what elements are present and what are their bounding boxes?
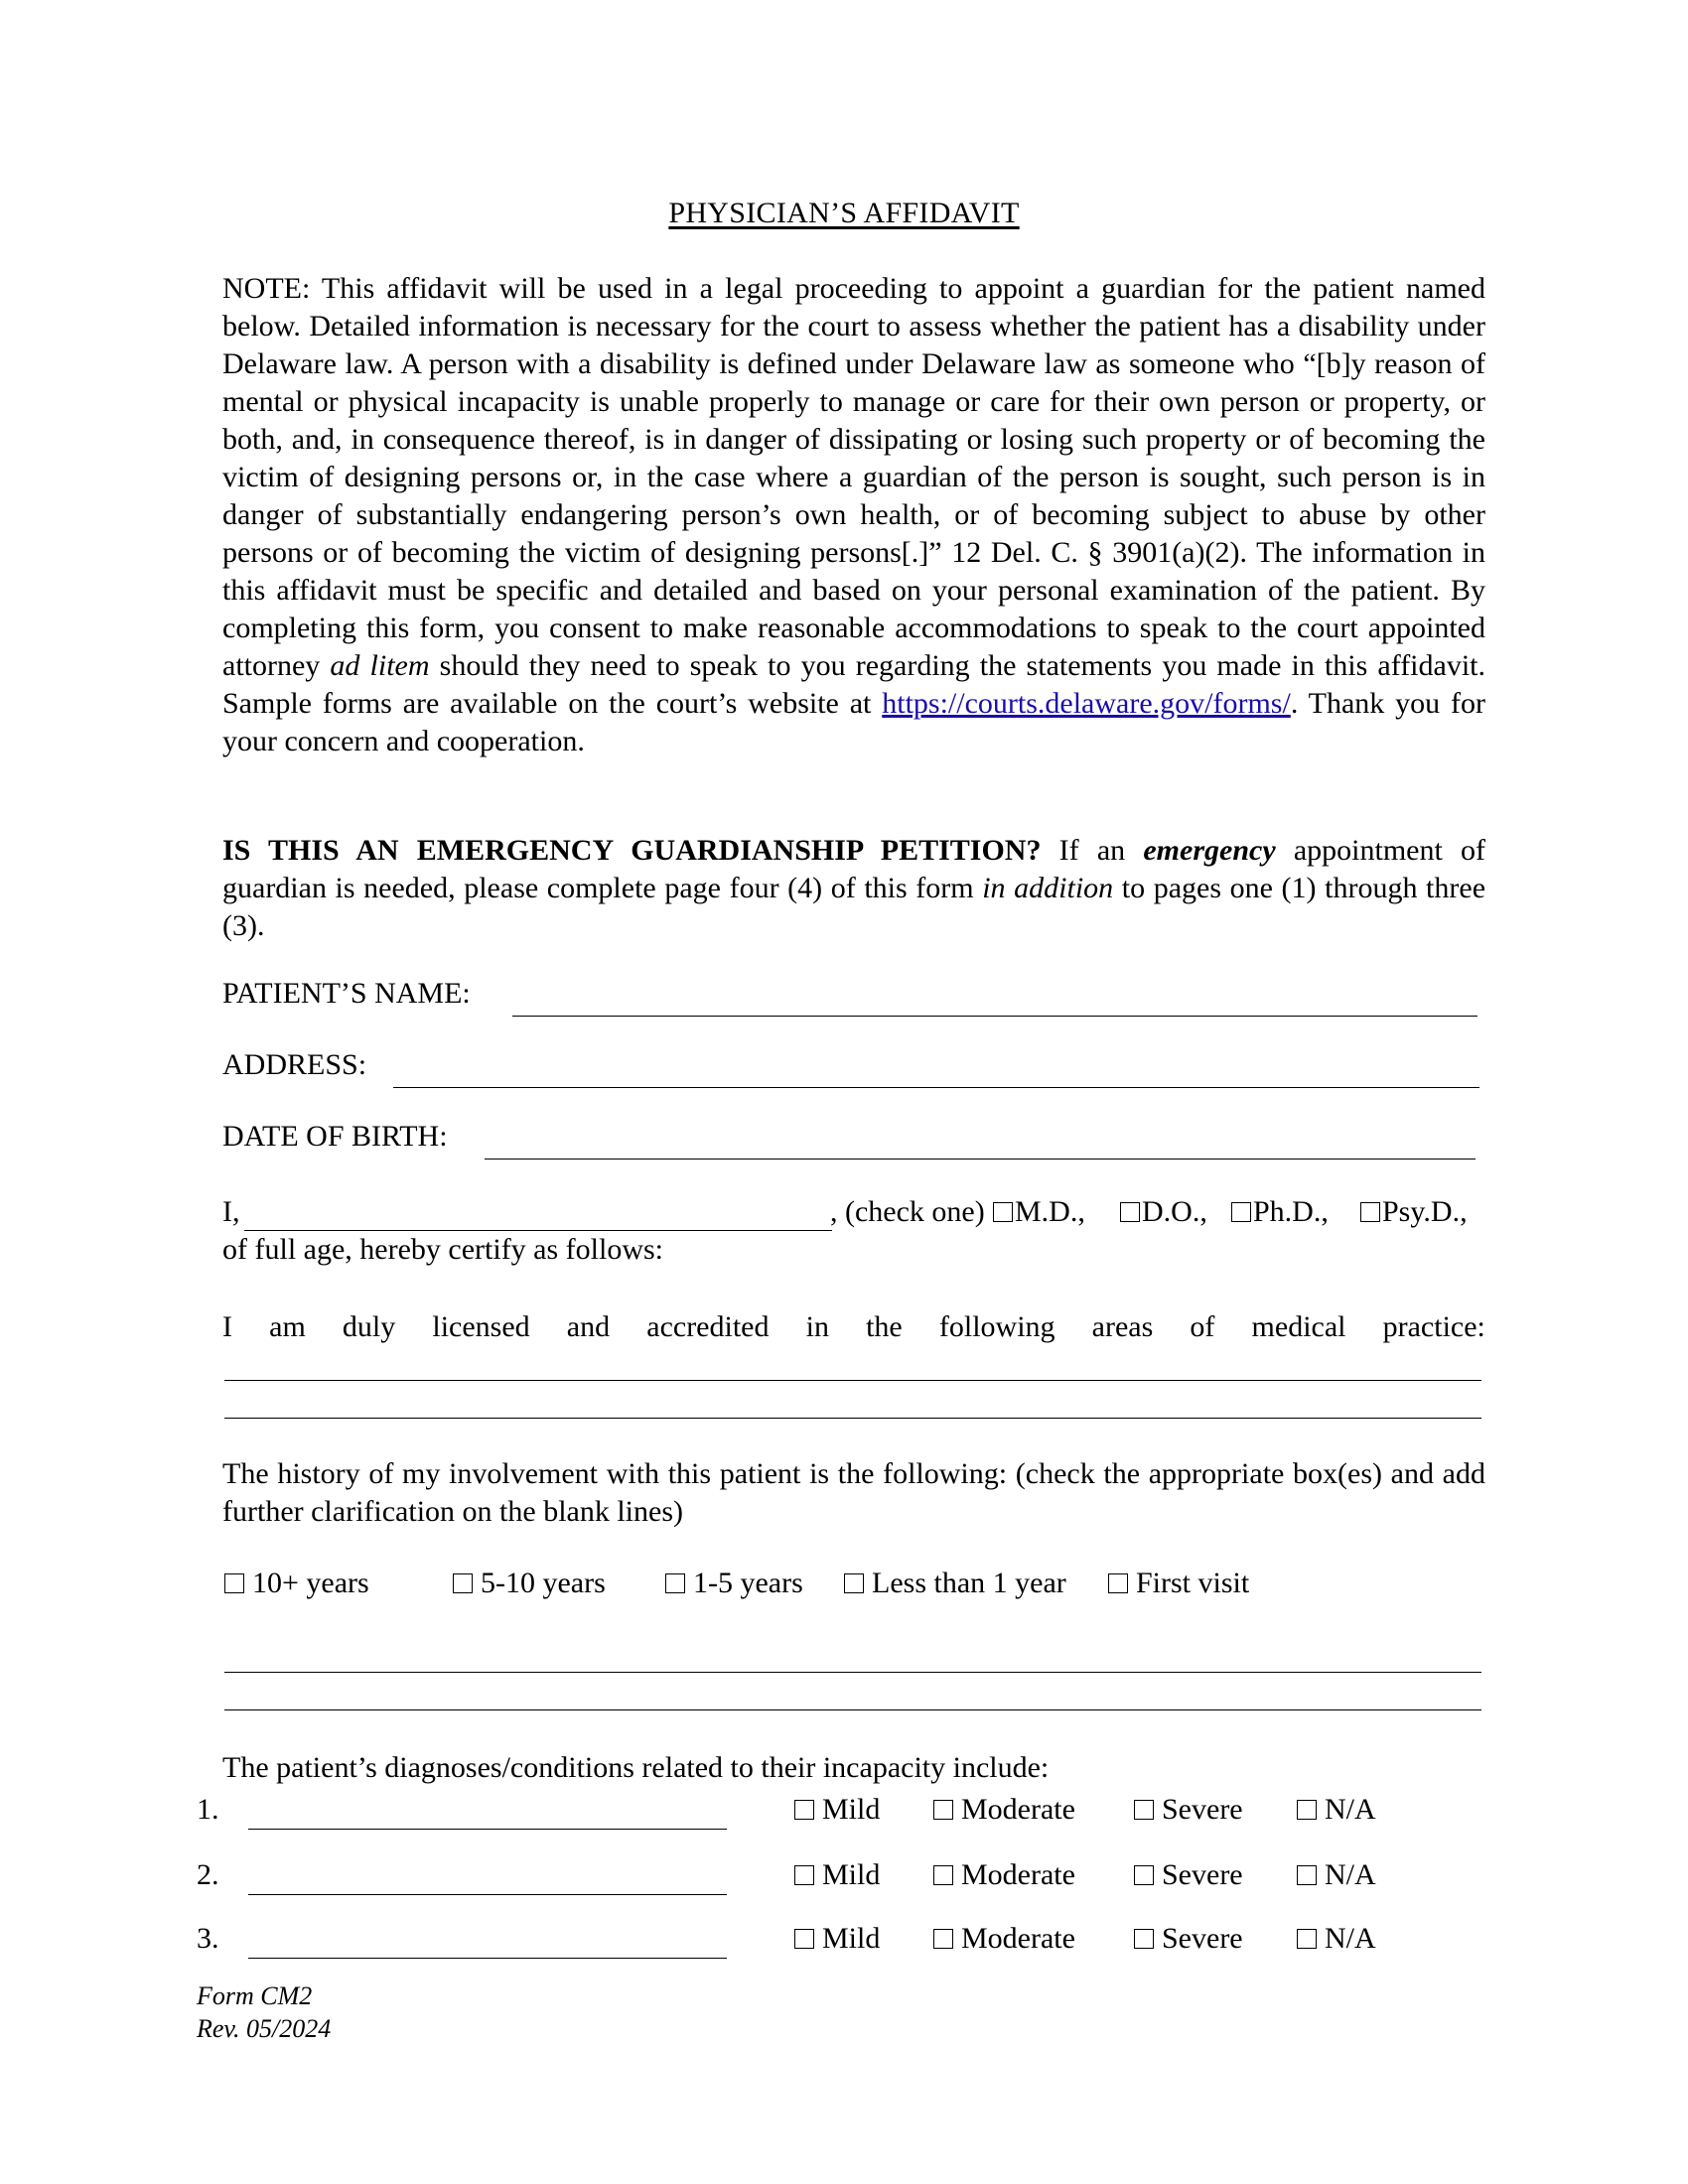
page-title [0,197,1688,230]
checkbox-icon[interactable] [453,1573,473,1593]
severity-na-1[interactable]: N/A [1297,1793,1376,1827]
history-text: The history of my involvement with this patient is the following: (check the appropriate box(es) and add further clarification on the blank lines) [222,1457,1485,1528]
licensed-word: duly [342,1310,396,1343]
history-option-less-than-1[interactable]: Less than 1 year [844,1567,1066,1600]
severity-moderate-2[interactable]: Moderate [933,1858,1075,1892]
emergency-text-1: If an [1041,834,1144,867]
history-blank-line-2[interactable] [224,1709,1481,1710]
checkbox-icon[interactable] [665,1573,685,1593]
checkbox-icon[interactable] [933,1865,953,1885]
dob-label: DATE OF BIRTH: [222,1120,448,1153]
licensed-line [222,1310,1485,1344]
checkbox-icon[interactable] [844,1573,864,1593]
severity-mild-1[interactable]: Mild [794,1793,880,1827]
form-footer [197,1979,331,2045]
checkbox-icon[interactable] [1108,1573,1128,1593]
cert-i-label: I, [222,1195,240,1228]
history-option-5-10[interactable]: 5-10 years [453,1567,606,1600]
patient-name-field [222,977,1485,1017]
checkbox-icon[interactable] [1297,1800,1317,1820]
licensed-word: in [805,1310,829,1343]
checkbox-icon[interactable] [1120,1202,1140,1222]
form-number: Form CM2 [197,1981,313,2010]
licensed-word: am [269,1310,306,1343]
note-paragraph [222,270,1485,760]
licensed-word: of [1190,1310,1215,1343]
history-option-10plus[interactable]: 10+ years [224,1567,369,1600]
emergency-paragraph [222,832,1485,945]
licensed-blank-line-1[interactable] [224,1380,1481,1381]
severity-moderate-3[interactable]: Moderate [933,1922,1075,1956]
diagnosis-input-1[interactable] [248,1829,727,1830]
checkbox-icon[interactable] [1297,1929,1317,1949]
in-addition-text: in addition [982,872,1114,904]
diagnoses-intro: The patient’s diagnoses/conditions related to their incapacity include: [222,1751,1050,1784]
diagnosis-input-3[interactable] [248,1958,727,1959]
checkbox-icon[interactable] [1231,1202,1251,1222]
licensed-word: medical [1251,1310,1346,1343]
checkbox-icon[interactable] [224,1573,244,1593]
patient-name-input[interactable] [512,1016,1477,1017]
cert-line-2: of full age, hereby certify as follows: [222,1233,664,1266]
note-text-2: should they need to speak to you regarding the statements you made in this affidavit. Sample forms are available on the court’s website at [222,649,1486,720]
checkbox-icon[interactable] [794,1865,814,1885]
checkbox-icon[interactable] [933,1800,953,1820]
checkbox-icon[interactable] [933,1929,953,1949]
dob-input[interactable] [485,1159,1476,1160]
checkbox-icon[interactable] [1134,1929,1154,1949]
severity-mild-2[interactable]: Mild [794,1858,880,1892]
severity-severe-3[interactable]: Severe [1134,1922,1243,1956]
note-ad-litem: ad litem [330,649,430,682]
check-one-label: , (check one) [830,1195,985,1228]
address-field [222,1048,1485,1088]
checkbox-icon[interactable] [1360,1202,1380,1222]
emergency-text-2: appointment of guardian is needed, please complete page four (4) of this form [222,834,1485,904]
checkbox-icon[interactable] [1297,1865,1317,1885]
note-text-1: NOTE: This affidavit will be used in a legal proceeding to appoint a guardian for the patient named below. Detailed information is necessary for the court to assess whether the patient has a disability under Delaware law. A person with a disability is defined under Delaware law as someone who “[b]y reason of mental or physical incapacity is unable properly to manage or care for their own person or property, or both, and, in consequence thereof, is in danger of dissipating or losing such property or of becoming the victim of designing persons or, in the case where a guardian of the person is sought, such person is in danger of substantially endangering person’s own health, or of becoming subject to abuse by other persons or of becoming the victim of designing persons[.]” 12 Del. C. § 3901(a)(2). The information in this affidavit must be specific and detailed and based on your personal examination of the patient. By completing this form, you consent to make reasonable accommodations to speak to the court appointed attorney [222,272,1485,682]
severity-na-3[interactable]: N/A [1297,1922,1376,1956]
checkbox-icon[interactable] [794,1929,814,1949]
licensed-word: and [566,1310,611,1343]
diagnosis-number: 1. [197,1793,219,1826]
severity-moderate-1[interactable]: Moderate [933,1793,1075,1827]
checkbox-icon[interactable] [794,1800,814,1820]
physician-name-input[interactable] [244,1230,832,1231]
licensed-word: practice: [1382,1310,1485,1343]
address-label: ADDRESS: [222,1048,367,1081]
diagnosis-number: 2. [197,1858,219,1891]
note-text-3: . Thank you for your concern and cooperation. [222,687,1485,757]
degree-md[interactable]: M.D., [993,1195,1085,1229]
title-text: PHYSICIAN’S AFFIDAVIT [668,197,1020,229]
history-blank-line-1[interactable] [224,1672,1481,1673]
diagnosis-number: 3. [197,1922,219,1955]
licensed-word: I [222,1310,232,1343]
checkbox-icon[interactable] [993,1202,1013,1222]
licensed-blank-line-2[interactable] [224,1418,1481,1419]
emergency-question: IS THIS AN EMERGENCY GUARDIANSHIP PETITION? [222,834,1042,867]
licensed-word: the [866,1310,903,1343]
licensed-word: accredited [646,1310,770,1343]
form-revision: Rev. 05/2024 [197,2014,332,2043]
severity-severe-1[interactable]: Severe [1134,1793,1243,1827]
dob-field [222,1120,1485,1160]
licensed-word: licensed [432,1310,530,1343]
severity-na-2[interactable]: N/A [1297,1858,1376,1892]
degree-psyd[interactable]: Psy.D., [1360,1195,1468,1229]
history-option-first-visit[interactable]: First visit [1108,1567,1249,1600]
severity-severe-2[interactable]: Severe [1134,1858,1243,1892]
checkbox-icon[interactable] [1134,1865,1154,1885]
emergency-word: emergency [1143,834,1276,867]
patient-name-label: PATIENT’S NAME: [222,977,471,1010]
forms-link[interactable]: https://courts.delaware.gov/forms/ [882,687,1291,720]
licensed-word: areas [1091,1310,1154,1343]
history-option-1-5[interactable]: 1-5 years [665,1567,803,1600]
certification-block [222,1195,1485,1266]
degree-do[interactable]: D.O., [1120,1195,1207,1229]
licensed-word: following [938,1310,1055,1343]
diagnosis-input-2[interactable] [248,1894,727,1895]
degree-phd[interactable]: Ph.D., [1231,1195,1329,1229]
severity-mild-3[interactable]: Mild [794,1922,880,1956]
checkbox-icon[interactable] [1134,1800,1154,1820]
emergency-text-3: to pages one (1) through three (3). [222,872,1486,942]
address-input[interactable] [393,1087,1479,1088]
